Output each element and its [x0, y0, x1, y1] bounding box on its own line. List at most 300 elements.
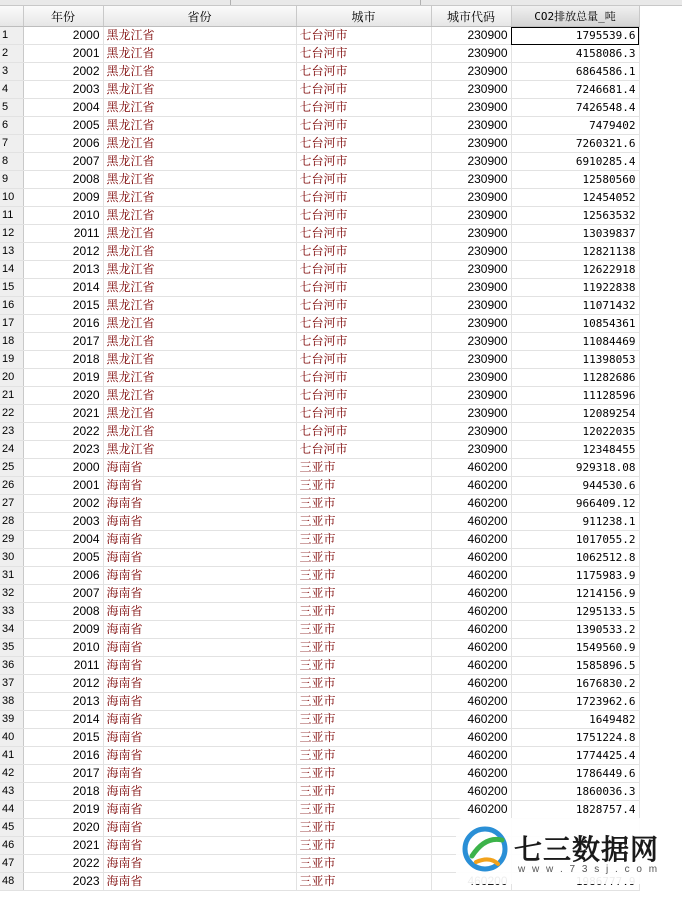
- cell-city-code[interactable]: 230900: [431, 279, 511, 297]
- cell-co2-total[interactable]: 911238.1: [511, 513, 639, 531]
- table-row[interactable]: [0, 549, 639, 567]
- cell-year[interactable]: 2007: [23, 585, 103, 603]
- table-row[interactable]: [0, 423, 639, 441]
- cell-province[interactable]: 黑龙江省: [103, 81, 296, 99]
- cell-province[interactable]: 海南省: [103, 513, 296, 531]
- table-row[interactable]: [0, 567, 639, 585]
- cell-city[interactable]: 三亚市: [296, 513, 431, 531]
- cell-province[interactable]: 黑龙江省: [103, 117, 296, 135]
- cell-city[interactable]: 三亚市: [296, 873, 431, 891]
- cell-city-code[interactable]: 230900: [431, 117, 511, 135]
- cell-city[interactable]: 三亚市: [296, 567, 431, 585]
- cell-city[interactable]: 七台河市: [296, 261, 431, 279]
- row-number: 28: [0, 513, 23, 531]
- row-number: 22: [0, 405, 23, 423]
- table-row[interactable]: [0, 27, 639, 45]
- cell-province[interactable]: 黑龙江省: [103, 99, 296, 117]
- cell-province[interactable]: 海南省: [103, 585, 296, 603]
- cell-city-code[interactable]: 230900: [431, 261, 511, 279]
- table-row[interactable]: [0, 333, 639, 351]
- cell-year[interactable]: 2009: [23, 621, 103, 639]
- cell-co2-total[interactable]: 4158086.3: [511, 45, 639, 63]
- cell-year[interactable]: 2008: [23, 171, 103, 189]
- cell-city[interactable]: 七台河市: [296, 27, 431, 45]
- cell-co2-total[interactable]: 12454052: [511, 189, 639, 207]
- cell-province[interactable]: 黑龙江省: [103, 387, 296, 405]
- cell-co2-total[interactable]: 1549560.9: [511, 639, 639, 657]
- cell-year[interactable]: 2020: [23, 387, 103, 405]
- cell-city[interactable]: 七台河市: [296, 45, 431, 63]
- cell-co2-total[interactable]: 12089254: [511, 405, 639, 423]
- cell-province[interactable]: 黑龙江省: [103, 207, 296, 225]
- cell-city[interactable]: 七台河市: [296, 117, 431, 135]
- cell-city[interactable]: 七台河市: [296, 441, 431, 459]
- cell-city[interactable]: 七台河市: [296, 405, 431, 423]
- cell-city[interactable]: 三亚市: [296, 459, 431, 477]
- cell-year[interactable]: 2005: [23, 549, 103, 567]
- row-number: 24: [0, 441, 23, 459]
- cell-province[interactable]: 黑龙江省: [103, 369, 296, 387]
- cell-city[interactable]: 三亚市: [296, 675, 431, 693]
- cell-year[interactable]: 2008: [23, 603, 103, 621]
- cell-year[interactable]: 2009: [23, 189, 103, 207]
- table-row[interactable]: [0, 279, 639, 297]
- cell-co2-total[interactable]: 7479402: [511, 117, 639, 135]
- table-row[interactable]: [0, 765, 639, 783]
- cell-city-code[interactable]: 230900: [431, 441, 511, 459]
- table-row[interactable]: [0, 747, 639, 765]
- cell-year[interactable]: 2019: [23, 801, 103, 819]
- cell-city-code[interactable]: 460200: [431, 621, 511, 639]
- cell-city[interactable]: 七台河市: [296, 297, 431, 315]
- cell-city-code[interactable]: 230900: [431, 27, 511, 45]
- table-row[interactable]: [0, 351, 639, 369]
- cell-co2-total[interactable]: 1786449.6: [511, 765, 639, 783]
- cell-co2-total[interactable]: 12580560: [511, 171, 639, 189]
- table-row[interactable]: [0, 621, 639, 639]
- cell-city-code[interactable]: 460200: [431, 783, 511, 801]
- row-number: 41: [0, 747, 23, 765]
- cell-city[interactable]: 三亚市: [296, 711, 431, 729]
- cell-city-code[interactable]: 230900: [431, 135, 511, 153]
- cell-year[interactable]: 2007: [23, 153, 103, 171]
- cell-province[interactable]: 黑龙江省: [103, 153, 296, 171]
- cell-city[interactable]: 七台河市: [296, 225, 431, 243]
- header-row: [0, 6, 639, 27]
- cell-city-code[interactable]: 460200: [431, 531, 511, 549]
- data-grid[interactable]: [0, 6, 640, 891]
- cell-city-code[interactable]: 460200: [431, 747, 511, 765]
- table-row[interactable]: [0, 639, 639, 657]
- cell-city-code[interactable]: 460200: [431, 459, 511, 477]
- row-number: 9: [0, 171, 23, 189]
- table-row[interactable]: [0, 675, 639, 693]
- table-row[interactable]: [0, 45, 639, 63]
- cell-city[interactable]: 七台河市: [296, 387, 431, 405]
- cell-co2-total[interactable]: 1295133.5: [511, 603, 639, 621]
- cell-year[interactable]: 2002: [23, 495, 103, 513]
- cell-city-code[interactable]: 460200: [431, 567, 511, 585]
- table-row[interactable]: [0, 513, 639, 531]
- cell-year[interactable]: 2005: [23, 117, 103, 135]
- cell-city[interactable]: 三亚市: [296, 657, 431, 675]
- table-row[interactable]: [0, 459, 639, 477]
- cell-city-code[interactable]: 460200: [431, 675, 511, 693]
- cell-city[interactable]: 三亚市: [296, 801, 431, 819]
- cell-city[interactable]: 七台河市: [296, 81, 431, 99]
- cell-co2-total[interactable]: 1828757.4: [511, 801, 639, 819]
- cell-year[interactable]: 2012: [23, 243, 103, 261]
- cell-city[interactable]: 七台河市: [296, 423, 431, 441]
- table-row[interactable]: [0, 135, 639, 153]
- cell-city[interactable]: 七台河市: [296, 279, 431, 297]
- cell-year[interactable]: 2000: [23, 27, 103, 45]
- table-row[interactable]: [0, 315, 639, 333]
- table-row[interactable]: [0, 801, 639, 819]
- cell-year[interactable]: 2023: [23, 873, 103, 891]
- cell-co2-total[interactable]: 1390533.2: [511, 621, 639, 639]
- cell-co2-total[interactable]: 1723962.6: [511, 693, 639, 711]
- cell-city-code[interactable]: 230900: [431, 171, 511, 189]
- table-row[interactable]: [0, 477, 639, 495]
- cell-province[interactable]: 黑龙江省: [103, 315, 296, 333]
- cell-city-code[interactable]: 230900: [431, 45, 511, 63]
- cell-province[interactable]: 黑龙江省: [103, 189, 296, 207]
- cell-city[interactable]: 七台河市: [296, 63, 431, 81]
- cell-city[interactable]: 三亚市: [296, 621, 431, 639]
- cell-province[interactable]: 海南省: [103, 837, 296, 855]
- cell-year[interactable]: 2022: [23, 423, 103, 441]
- cell-province[interactable]: 海南省: [103, 567, 296, 585]
- table-row[interactable]: [0, 225, 639, 243]
- cell-province[interactable]: 黑龙江省: [103, 279, 296, 297]
- cell-province[interactable]: 海南省: [103, 459, 296, 477]
- cell-co2-total[interactable]: 966409.12: [511, 495, 639, 513]
- cell-co2-total[interactable]: 12821138: [511, 243, 639, 261]
- cell-province[interactable]: 黑龙江省: [103, 405, 296, 423]
- corner-cell[interactable]: [0, 6, 23, 27]
- cell-city[interactable]: 三亚市: [296, 765, 431, 783]
- cell-city[interactable]: 三亚市: [296, 585, 431, 603]
- cell-province[interactable]: 海南省: [103, 621, 296, 639]
- cell-province[interactable]: 黑龙江省: [103, 63, 296, 81]
- cell-co2-total[interactable]: 1017055.2: [511, 531, 639, 549]
- cell-province[interactable]: 黑龙江省: [103, 171, 296, 189]
- cell-city[interactable]: 七台河市: [296, 351, 431, 369]
- cell-co2-total[interactable]: 1214156.9: [511, 585, 639, 603]
- cell-year[interactable]: 2017: [23, 333, 103, 351]
- cell-year[interactable]: 2010: [23, 639, 103, 657]
- cell-city-code[interactable]: 460200: [431, 585, 511, 603]
- cell-city-code[interactable]: 460200: [431, 549, 511, 567]
- cell-province[interactable]: 海南省: [103, 801, 296, 819]
- cell-province[interactable]: 海南省: [103, 783, 296, 801]
- column-header-city[interactable]: 城市: [296, 6, 431, 27]
- cell-city-code[interactable]: 460200: [431, 693, 511, 711]
- table-row[interactable]: [0, 117, 639, 135]
- cell-city-code[interactable]: 230900: [431, 207, 511, 225]
- cell-province[interactable]: 海南省: [103, 657, 296, 675]
- cell-city-code[interactable]: 230900: [431, 351, 511, 369]
- cell-co2-total[interactable]: 11398053: [511, 351, 639, 369]
- cell-province[interactable]: 海南省: [103, 711, 296, 729]
- cell-co2-total[interactable]: 1860036.3: [511, 783, 639, 801]
- cell-co2-total[interactable]: 7426548.4: [511, 99, 639, 117]
- cell-city[interactable]: 三亚市: [296, 495, 431, 513]
- cell-city[interactable]: 七台河市: [296, 135, 431, 153]
- cell-co2-total[interactable]: 11071432: [511, 297, 639, 315]
- table-row[interactable]: [0, 207, 639, 225]
- cell-city-code[interactable]: 230900: [431, 225, 511, 243]
- table-row[interactable]: [0, 171, 639, 189]
- cell-co2-total[interactable]: 12348455: [511, 441, 639, 459]
- column-header-co2-total[interactable]: CO2排放总量_吨: [511, 6, 639, 27]
- cell-year[interactable]: 2017: [23, 765, 103, 783]
- cell-province[interactable]: 海南省: [103, 855, 296, 873]
- cell-city-code[interactable]: 460200: [431, 603, 511, 621]
- cell-year[interactable]: 2001: [23, 45, 103, 63]
- cell-province[interactable]: 海南省: [103, 765, 296, 783]
- cell-city[interactable]: 七台河市: [296, 153, 431, 171]
- cell-year[interactable]: 2023: [23, 441, 103, 459]
- column-header-year[interactable]: 年份: [23, 6, 103, 27]
- cell-city-code[interactable]: 460200: [431, 513, 511, 531]
- cell-city[interactable]: 七台河市: [296, 171, 431, 189]
- cell-city[interactable]: 七台河市: [296, 189, 431, 207]
- cell-year[interactable]: 2003: [23, 513, 103, 531]
- cell-city[interactable]: 七台河市: [296, 315, 431, 333]
- row-number: 15: [0, 279, 23, 297]
- cell-city-code[interactable]: 230900: [431, 81, 511, 99]
- cell-co2-total[interactable]: 11084469: [511, 333, 639, 351]
- cell-year[interactable]: 2010: [23, 207, 103, 225]
- cell-year[interactable]: 2019: [23, 369, 103, 387]
- cell-year[interactable]: 2018: [23, 351, 103, 369]
- cell-province[interactable]: 海南省: [103, 693, 296, 711]
- cell-city[interactable]: 三亚市: [296, 603, 431, 621]
- cell-province[interactable]: 黑龙江省: [103, 351, 296, 369]
- table-row[interactable]: [0, 531, 639, 549]
- table-row[interactable]: [0, 711, 639, 729]
- cell-year[interactable]: 2021: [23, 405, 103, 423]
- cell-province[interactable]: 海南省: [103, 549, 296, 567]
- cell-city[interactable]: 三亚市: [296, 747, 431, 765]
- cell-year[interactable]: 2016: [23, 747, 103, 765]
- cell-province[interactable]: 黑龙江省: [103, 243, 296, 261]
- column-header-city-code[interactable]: 城市代码: [431, 6, 511, 27]
- table-row[interactable]: [0, 297, 639, 315]
- row-number: 27: [0, 495, 23, 513]
- cell-city[interactable]: 三亚市: [296, 531, 431, 549]
- cell-province[interactable]: 黑龙江省: [103, 297, 296, 315]
- cell-year[interactable]: 2006: [23, 567, 103, 585]
- cell-province[interactable]: 黑龙江省: [103, 27, 296, 45]
- cell-province[interactable]: 海南省: [103, 531, 296, 549]
- cell-co2-total[interactable]: 12563532: [511, 207, 639, 225]
- cell-city-code[interactable]: 460200: [431, 639, 511, 657]
- cell-city-code[interactable]: 230900: [431, 99, 511, 117]
- row-number: 11: [0, 207, 23, 225]
- table-row[interactable]: [0, 243, 639, 261]
- cell-province[interactable]: 海南省: [103, 603, 296, 621]
- cell-year[interactable]: 2011: [23, 225, 103, 243]
- table-row[interactable]: [0, 495, 639, 513]
- table-row[interactable]: [0, 261, 639, 279]
- row-number: 4: [0, 81, 23, 99]
- cell-co2-total[interactable]: 1585896.5: [511, 657, 639, 675]
- cell-city-code[interactable]: 460200: [431, 801, 511, 819]
- table-row[interactable]: [0, 783, 639, 801]
- cell-co2-total[interactable]: 929318.08: [511, 459, 639, 477]
- cell-year[interactable]: 2000: [23, 459, 103, 477]
- row-number: 21: [0, 387, 23, 405]
- cell-province[interactable]: 黑龙江省: [103, 333, 296, 351]
- table-row[interactable]: [0, 189, 639, 207]
- table-row[interactable]: [0, 369, 639, 387]
- cell-city[interactable]: 三亚市: [296, 837, 431, 855]
- cell-city[interactable]: 三亚市: [296, 477, 431, 495]
- cell-city[interactable]: 三亚市: [296, 729, 431, 747]
- cell-city-code[interactable]: 230900: [431, 315, 511, 333]
- table-row[interactable]: [0, 99, 639, 117]
- table-row[interactable]: [0, 63, 639, 81]
- cell-year[interactable]: 2011: [23, 657, 103, 675]
- cell-city-code[interactable]: 460200: [431, 657, 511, 675]
- cell-co2-total[interactable]: 6910285.4: [511, 153, 639, 171]
- row-number: 35: [0, 639, 23, 657]
- cell-co2-total[interactable]: 1062512.8: [511, 549, 639, 567]
- cell-year[interactable]: 2016: [23, 315, 103, 333]
- cell-co2-total[interactable]: 1774425.4: [511, 747, 639, 765]
- cell-co2-total[interactable]: 1649482: [511, 711, 639, 729]
- cell-co2-total[interactable]: 944530.6: [511, 477, 639, 495]
- cell-province[interactable]: 海南省: [103, 747, 296, 765]
- cell-year[interactable]: 2004: [23, 531, 103, 549]
- cell-province[interactable]: 海南省: [103, 873, 296, 891]
- table-row[interactable]: [0, 441, 639, 459]
- cell-year[interactable]: 2006: [23, 135, 103, 153]
- table-row[interactable]: [0, 729, 639, 747]
- cell-city[interactable]: 三亚市: [296, 639, 431, 657]
- cell-province[interactable]: 海南省: [103, 819, 296, 837]
- cell-city-code[interactable]: 230900: [431, 405, 511, 423]
- cell-co2-total[interactable]: 1676830.2: [511, 675, 639, 693]
- cell-city[interactable]: 七台河市: [296, 207, 431, 225]
- cell-year[interactable]: 2020: [23, 819, 103, 837]
- table-row[interactable]: [0, 693, 639, 711]
- cell-province[interactable]: 黑龙江省: [103, 45, 296, 63]
- cell-province[interactable]: 海南省: [103, 639, 296, 657]
- table-row[interactable]: [0, 153, 639, 171]
- cell-city-code[interactable]: 460200: [431, 729, 511, 747]
- cell-city[interactable]: 七台河市: [296, 243, 431, 261]
- column-header-province[interactable]: 省份: [103, 6, 296, 27]
- table-row[interactable]: [0, 405, 639, 423]
- row-number: 36: [0, 657, 23, 675]
- cell-city-code[interactable]: 230900: [431, 189, 511, 207]
- cell-co2-total[interactable]: 7260321.6: [511, 135, 639, 153]
- cell-city[interactable]: 三亚市: [296, 855, 431, 873]
- cell-co2-total[interactable]: 13039837: [511, 225, 639, 243]
- cell-year[interactable]: 2012: [23, 675, 103, 693]
- cell-year[interactable]: 2015: [23, 297, 103, 315]
- cell-province[interactable]: 黑龙江省: [103, 261, 296, 279]
- cell-co2-total[interactable]: 11282686: [511, 369, 639, 387]
- cell-co2-total[interactable]: 6864586.1: [511, 63, 639, 81]
- cell-year[interactable]: 2021: [23, 837, 103, 855]
- cell-city-code[interactable]: 230900: [431, 387, 511, 405]
- cell-year[interactable]: 2003: [23, 81, 103, 99]
- cell-year[interactable]: 2015: [23, 729, 103, 747]
- cell-co2-total[interactable]: 10854361: [511, 315, 639, 333]
- cell-city-code[interactable]: 230900: [431, 423, 511, 441]
- cell-province[interactable]: 海南省: [103, 477, 296, 495]
- row-number: 6: [0, 117, 23, 135]
- table-row[interactable]: [0, 387, 639, 405]
- cell-co2-total[interactable]: 1751224.8: [511, 729, 639, 747]
- cell-city[interactable]: 三亚市: [296, 819, 431, 837]
- cell-city-code[interactable]: 230900: [431, 153, 511, 171]
- cell-year[interactable]: 2014: [23, 711, 103, 729]
- cell-city-code[interactable]: 230900: [431, 63, 511, 81]
- cell-city[interactable]: 三亚市: [296, 549, 431, 567]
- row-number: 48: [0, 873, 23, 891]
- cell-city-code[interactable]: 230900: [431, 243, 511, 261]
- cell-city-code[interactable]: 460200: [431, 711, 511, 729]
- cell-province[interactable]: 黑龙江省: [103, 135, 296, 153]
- cell-province[interactable]: 海南省: [103, 729, 296, 747]
- cell-city-code[interactable]: 230900: [431, 369, 511, 387]
- cell-co2-total[interactable]: 11922838: [511, 279, 639, 297]
- cell-year[interactable]: 2013: [23, 693, 103, 711]
- cell-co2-total[interactable]: 1795539.6: [511, 27, 639, 45]
- cell-province[interactable]: 黑龙江省: [103, 423, 296, 441]
- cell-city-code[interactable]: 230900: [431, 333, 511, 351]
- cell-city[interactable]: 三亚市: [296, 693, 431, 711]
- cell-co2-total[interactable]: 12022035: [511, 423, 639, 441]
- cell-city[interactable]: 七台河市: [296, 99, 431, 117]
- row-number: 29: [0, 531, 23, 549]
- cell-co2-total[interactable]: 12622918: [511, 261, 639, 279]
- cell-year[interactable]: 2004: [23, 99, 103, 117]
- cell-year[interactable]: 2013: [23, 261, 103, 279]
- cell-year[interactable]: 2022: [23, 855, 103, 873]
- cell-year[interactable]: 2018: [23, 783, 103, 801]
- table-row[interactable]: [0, 81, 639, 99]
- table-row[interactable]: [0, 603, 639, 621]
- cell-city-code[interactable]: 460200: [431, 765, 511, 783]
- cell-year[interactable]: 2014: [23, 279, 103, 297]
- cell-province[interactable]: 海南省: [103, 495, 296, 513]
- cell-city[interactable]: 七台河市: [296, 333, 431, 351]
- cell-year[interactable]: 2002: [23, 63, 103, 81]
- cell-province[interactable]: 海南省: [103, 675, 296, 693]
- cell-city[interactable]: 七台河市: [296, 369, 431, 387]
- cell-co2-total[interactable]: 11128596: [511, 387, 639, 405]
- cell-city-code[interactable]: 460200: [431, 477, 511, 495]
- cell-province[interactable]: 黑龙江省: [103, 225, 296, 243]
- cell-co2-total[interactable]: 1175983.9: [511, 567, 639, 585]
- table-row[interactable]: [0, 585, 639, 603]
- row-number: 43: [0, 783, 23, 801]
- table-row[interactable]: [0, 657, 639, 675]
- cell-co2-total[interactable]: 7246681.4: [511, 81, 639, 99]
- cell-city-code[interactable]: 460200: [431, 495, 511, 513]
- cell-year[interactable]: 2001: [23, 477, 103, 495]
- cell-province[interactable]: 黑龙江省: [103, 441, 296, 459]
- cell-city[interactable]: 三亚市: [296, 783, 431, 801]
- cell-city-code[interactable]: 230900: [431, 297, 511, 315]
